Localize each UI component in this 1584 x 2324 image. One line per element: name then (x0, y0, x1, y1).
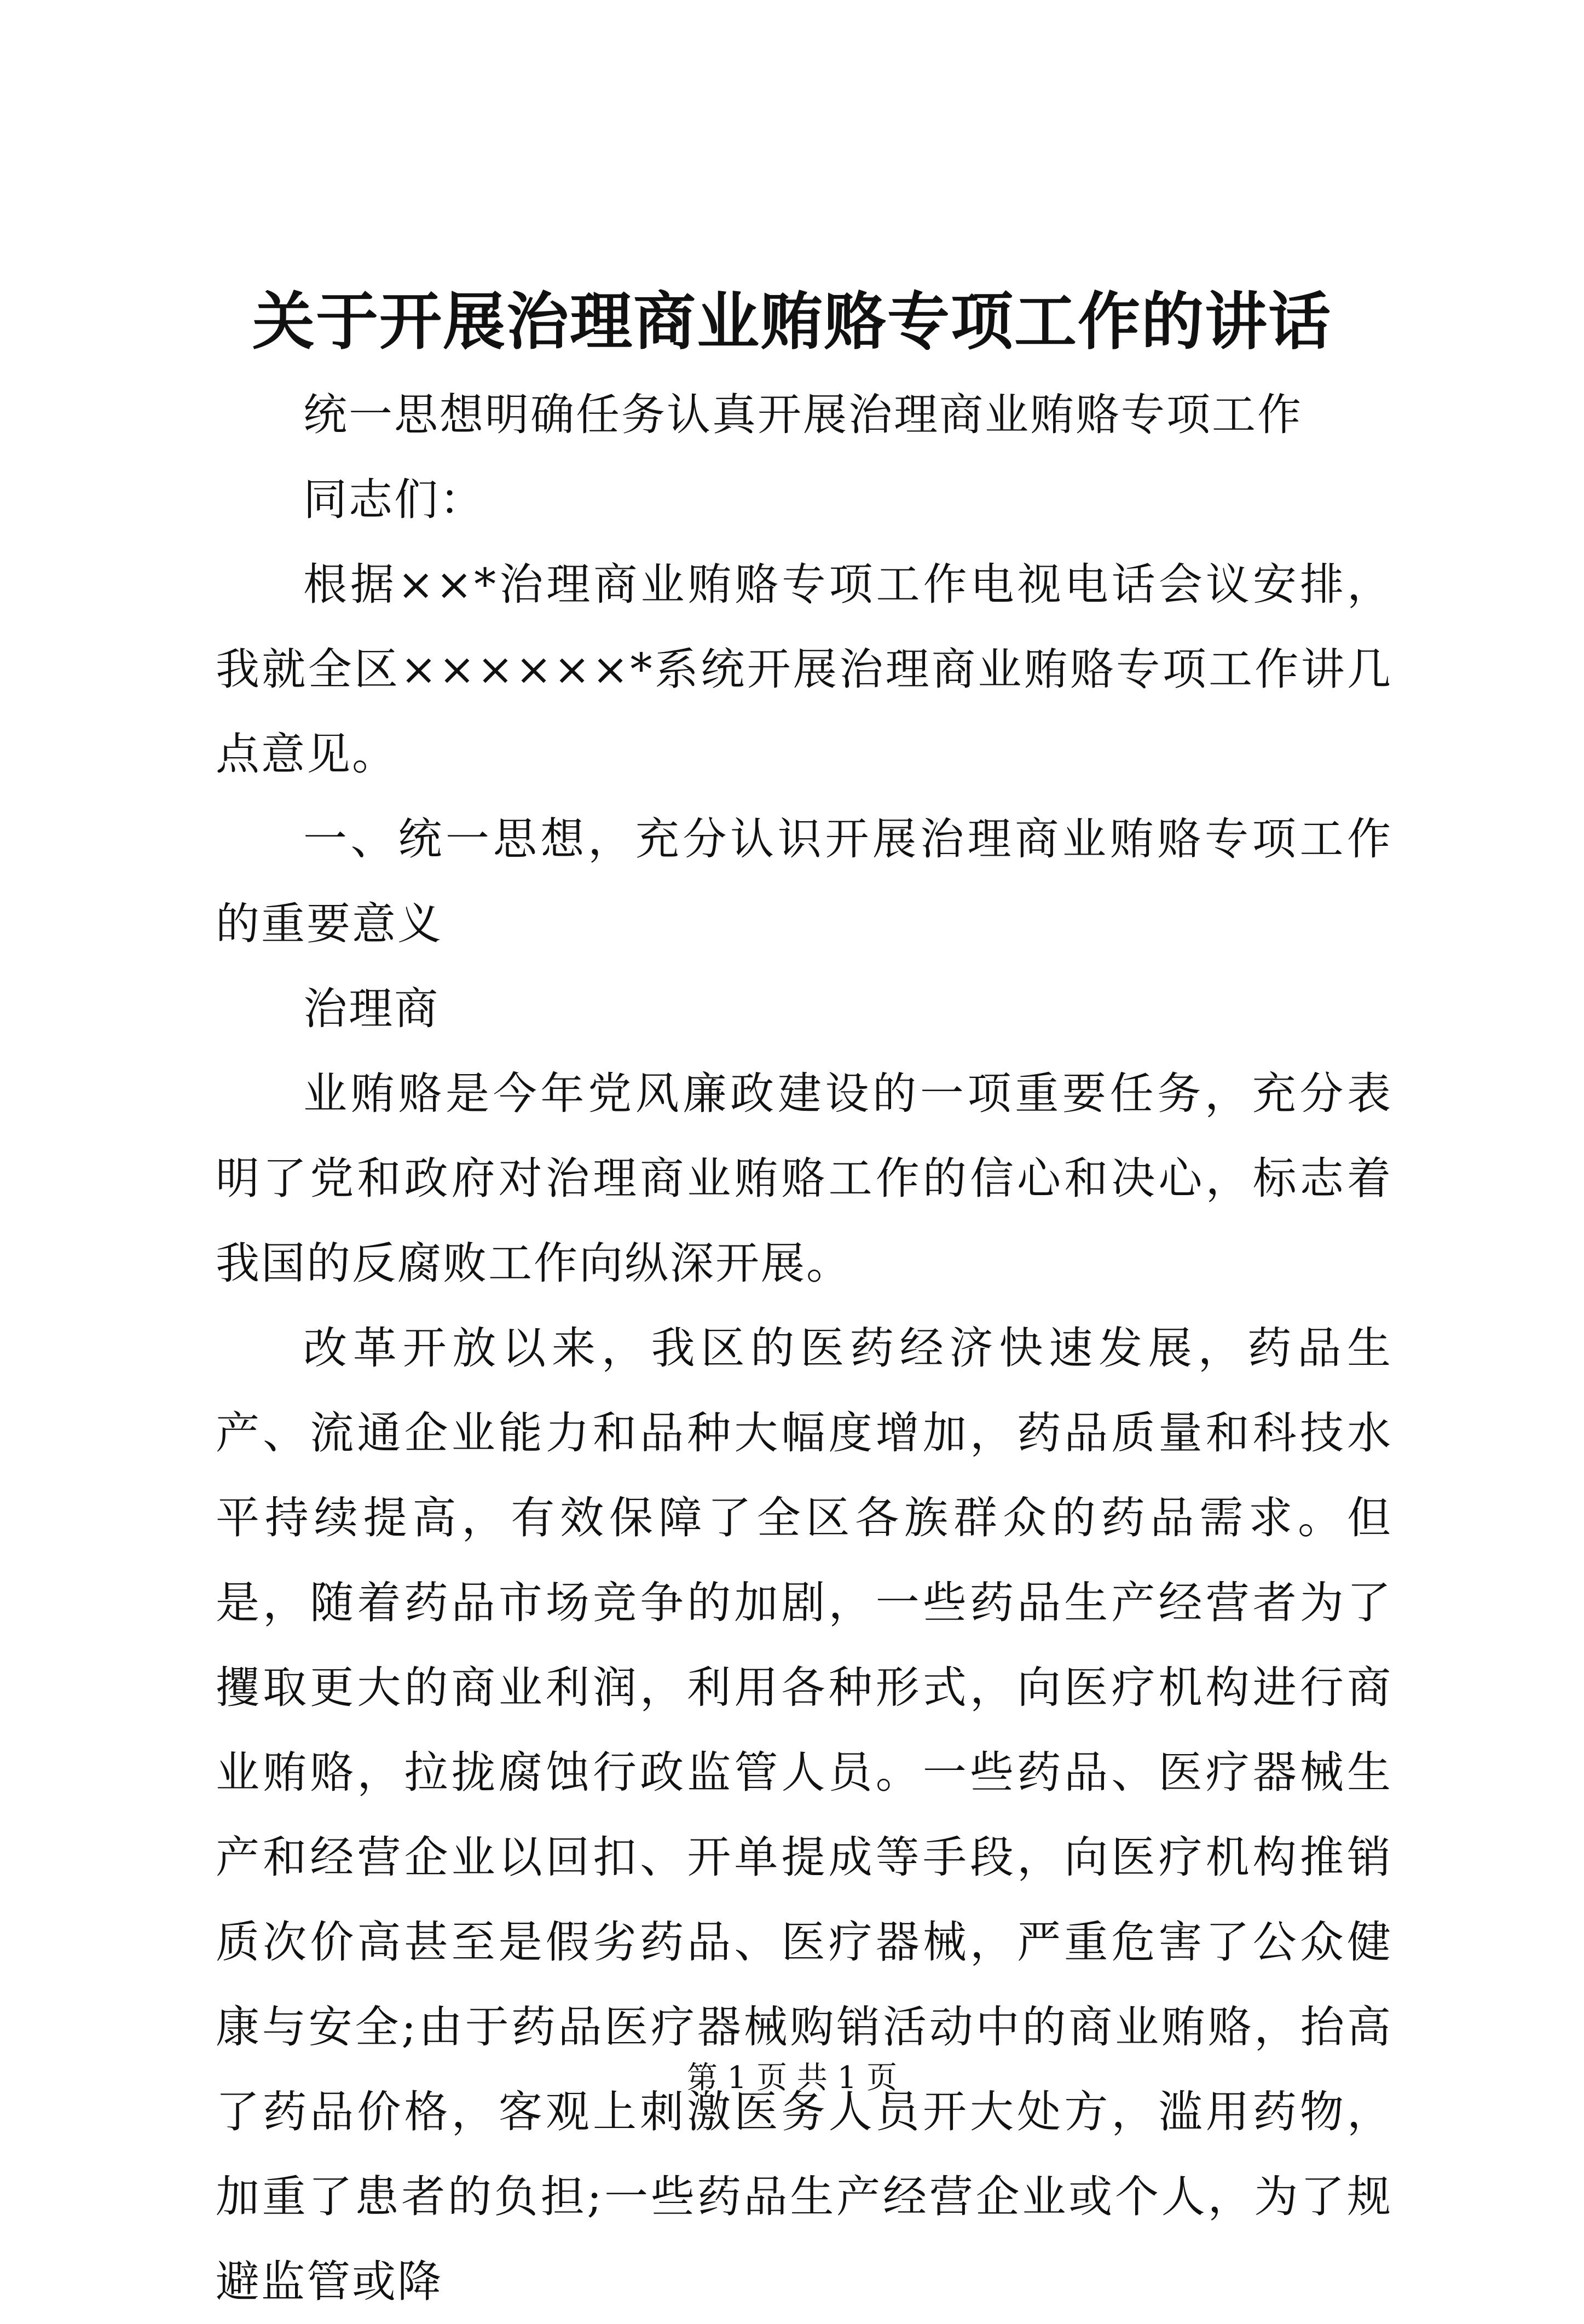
body-paragraph: 改革开放以来，我区的医药经济快速发展，药品生产、流通企业能力和品种大幅度增加，药品质量和科技水平持续提高，有效保障了全区各族群众的药品需求。但是，随着药品市场竞争的加剧，一些药品生产经营者为了攫取更大的商业利润，利用各种形式，向医疗机构进行商业贿赂，拉拢腐蚀行政监管人员。一些药品、医疗器械生产和经营企业以回扣、开单提成等手段，向医疗机构推销质次价高甚至是假劣药品、医疗器械，严重危害了公众健康与安全;由于药品医疗器械购销活动中的商业贿赂，抬高了药品价格，客观上刺激医务人员开大处方，滥用药物，加重了患者的负担;一些药品生产经营企业或个人，为了规避监管或降 (216, 1323, 1392, 2307)
salutation-paragraph: 同志们： (303, 474, 485, 525)
intro-paragraph: 根据××*治理商业贿赂专项工作电视电话会议安排，我就全区××××××*系统开展治理商业贿赂专项工作讲几点意见。 (216, 559, 1392, 780)
page-footer: 第 1 页 共 1 页 (686, 2060, 898, 2096)
body-paragraph: 业贿赂是今年党风廉政建设的一项重要任务，充分表明了党和政府对治理商业贿赂工作的信心和决心，标志着我国的反腐败工作向纵深开展。 (216, 1068, 1392, 1289)
document-body (216, 372, 1392, 2324)
section-heading-paragraph: 一、统一思想，充分认识开展治理商业贿赂专项工作的重要意义 (216, 814, 1392, 949)
document-title: 关于开展治理商业贿赂专项工作的讲话 (252, 285, 1332, 358)
short-paragraph: 治理商 (303, 983, 440, 1034)
subtitle-paragraph: 统一思想明确任务认真开展治理商业贿赂专项工作 (303, 389, 1303, 440)
